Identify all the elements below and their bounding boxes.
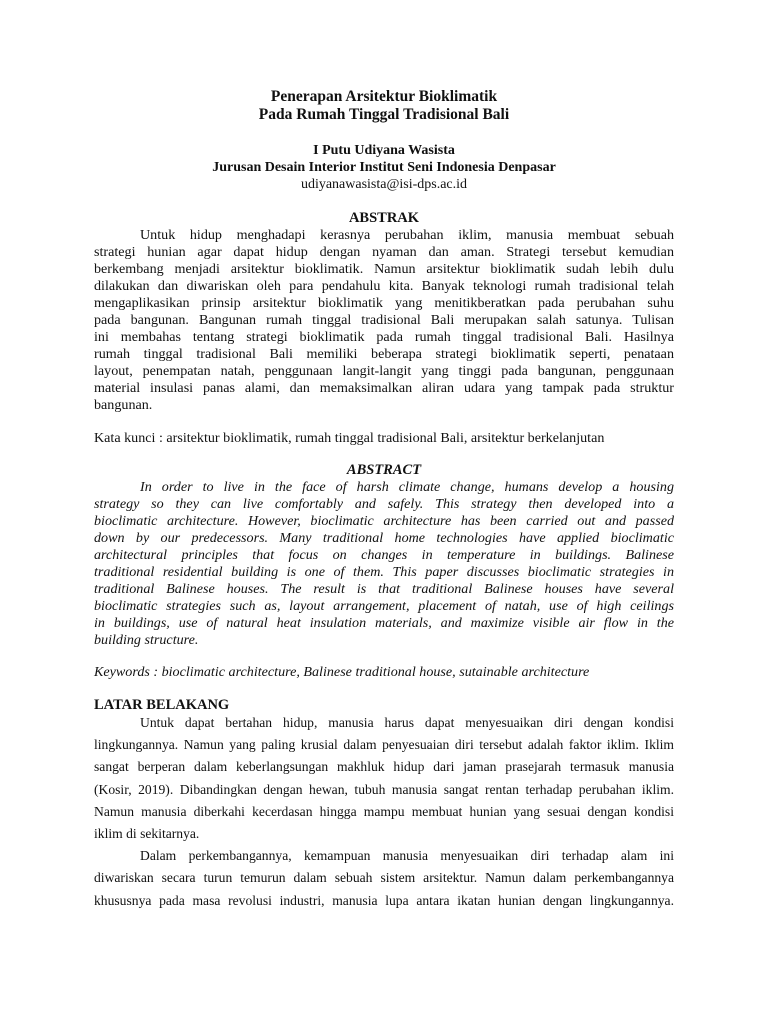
keywords: Keywords : bioclimatic architecture, Balinese traditional house, sutainable architecture bbox=[94, 664, 590, 680]
title-line-2: Pada Rumah Tinggal Tradisional Bali bbox=[258, 106, 510, 123]
latar-belakang-paragraphs bbox=[94, 712, 674, 912]
abstract-line: traditional residential building is one of them. This paper discusses bioclimatic strategies in bbox=[94, 564, 674, 580]
paper-title bbox=[94, 88, 674, 124]
abstrak-heading: ABSTRAK bbox=[348, 210, 420, 226]
body-line: Namun manusia diberkahi kecerdasan hingga mampu membuat hunian yang sesuai dengan kondisi bbox=[94, 803, 674, 819]
author-email: udiyanawasista@isi-dps.ac.id bbox=[300, 177, 468, 192]
abstract-line: bioclimatic architecture. However, bioclimatic architecture has been carried out and passed bbox=[94, 513, 674, 529]
body-line: iklim di sekitarnya. bbox=[94, 825, 200, 841]
abstract-line: building structure. bbox=[94, 632, 199, 648]
abstrak-line: strategi hunian agar dapat hidup dengan nyaman dan aman. Strategi tersebut kemudian bbox=[94, 244, 674, 260]
abstract-line: strategy so they can live comfortably and safely. This strategy then developed into a bbox=[94, 496, 674, 512]
body-line: khususnya pada masa revolusi industri, manusia lupa antara ikatan hunian dengan lingkungannya. bbox=[94, 892, 674, 908]
kata-kunci: Kata kunci : arsitektur bioklimatik, rumah tinggal tradisional Bali, arsitektur berkelanjutan bbox=[94, 430, 605, 446]
latar-belakang-heading: LATAR BELAKANG bbox=[94, 697, 230, 713]
abstrak-line: pada bangunan. Bangunan rumah tinggal tradisional Bali merupakan salah satunya. Tulisan bbox=[94, 312, 674, 328]
abstract-heading: ABSTRACT bbox=[346, 462, 422, 478]
body-line: lingkungannya. Namun yang paling krusial dalam penyesuaian diri tersebut adalah faktor iklim. Iklim bbox=[94, 737, 674, 753]
abstract-line: architectural principles that focus on changes in temperature in buildings. Balinese bbox=[94, 547, 674, 563]
abstract-paragraph bbox=[94, 479, 674, 649]
body-line: diwariskan secara turun temurun dalam sebuah sistem arsitektur. Namun dalam perkembangannya bbox=[94, 870, 674, 886]
body-line: Dalam perkembangannya, kemampuan manusia menyesuaikan diri terhadap alam ini bbox=[140, 848, 674, 864]
abstrak-line: berkembang menjadi arsitektur bioklimatik. Namun arsitektur bioklimatik sudah lebih dulu bbox=[94, 261, 674, 277]
abstract-line: bioclimatic strategies such as, layout arrangement, placement of natah, use of high ceilings bbox=[94, 598, 674, 614]
abstrak-line: Untuk hidup menghadapi kerasnya perubahan iklim, manusia membuat sebuah bbox=[140, 227, 674, 243]
abstract-line: In order to live in the face of harsh climate change, humans develop a housing bbox=[140, 479, 674, 495]
abstrak-paragraph bbox=[94, 227, 674, 414]
abstract-line: traditional Balinese houses. The result is that traditional Balinese houses have several bbox=[94, 581, 674, 597]
abstrak-line: ini membahas tentang strategi bioklimatik pada rumah tinggal tradisional Bali. Hasilnya bbox=[94, 329, 674, 345]
body-line: Untuk dapat bertahan hidup, manusia harus dapat menyesuaikan diri dengan kondisi bbox=[140, 715, 674, 730]
title-line-1: Penerapan Arsitektur Bioklimatik bbox=[270, 88, 498, 105]
abstrak-line: mengaplikasikan prinsip arsitektur bioklimatik yang menitikberatkan pada perubahan suhu bbox=[94, 295, 674, 311]
body-line: sangat berperan dalam keberlangsungan makhluk hidup dari jaman prasejarah termasuk manusia bbox=[94, 759, 674, 775]
author-name: I Putu Udiyana Wasista bbox=[313, 143, 455, 158]
abstrak-line: dilakukan dan diwariskan oleh para pendahulu kita. Banyak teknologi rumah tradisional telah bbox=[94, 278, 674, 294]
body-line: (Kosir, 2019). Dibandingkan dengan hewan, tubuh manusia sangat rentan terhadap perubahan iklim. bbox=[94, 781, 674, 797]
author-affiliation: Jurusan Desain Interior Institut Seni Indonesia Denpasar bbox=[212, 160, 556, 175]
abstrak-line: material insulasi panas alami, dan memaksimalkan aliran udara yang tampak pada struktur bbox=[94, 380, 674, 396]
abstract-line: in buildings, use of natural heat insulation materials, and maximize visible air flow in the bbox=[94, 615, 674, 631]
abstract-line: down by our predecessors. Many traditional home technologies have applied bioclimatic bbox=[94, 530, 674, 546]
abstrak-line: layout, penempatan natah, penggunaan langit-langit yang tinggi pada bangunan, penggunaan bbox=[94, 363, 674, 379]
abstrak-line: rumah tinggal tradisional Bali memiliki beberapa strategi bioklimatik seperti, penataan bbox=[94, 346, 674, 362]
abstrak-line: bangunan. bbox=[94, 397, 153, 413]
